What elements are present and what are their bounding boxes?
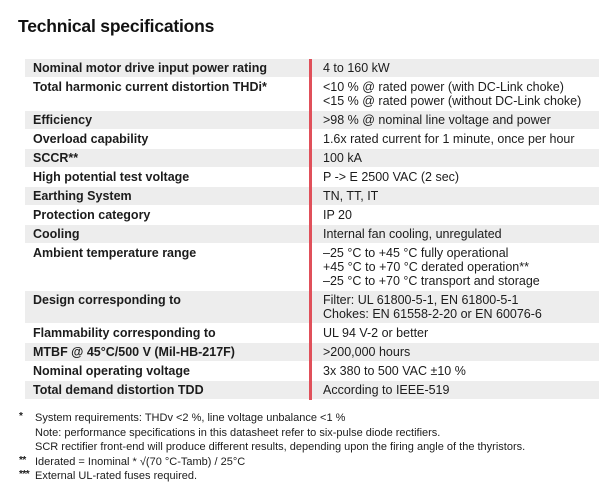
row-label: Efficiency bbox=[33, 113, 93, 127]
row-value bbox=[309, 225, 599, 243]
value-line: –25 °C to +70 °C transport and storage bbox=[323, 274, 540, 288]
value-line: 1.6x rated current for 1 minute, once per hour bbox=[323, 132, 575, 146]
footnote-line: SCR rectifier front-end will produce different results, depending upon the firing angle of the thyristors. bbox=[35, 441, 526, 453]
value-line: 100 kA bbox=[323, 151, 362, 165]
footnote bbox=[19, 469, 599, 484]
footnote-text bbox=[35, 411, 599, 455]
table-row bbox=[25, 244, 599, 291]
footnote-text bbox=[35, 455, 599, 470]
row-label: Earthing System bbox=[33, 189, 132, 203]
footnote bbox=[19, 411, 599, 455]
row-value bbox=[309, 59, 599, 77]
row-label: Total demand distortion TDD bbox=[33, 383, 204, 397]
footnote-line: External UL-rated fuses required. bbox=[35, 470, 198, 482]
table-row bbox=[25, 149, 599, 168]
table-row bbox=[25, 130, 599, 149]
table-row bbox=[25, 168, 599, 187]
row-value bbox=[309, 149, 599, 167]
row-value bbox=[309, 324, 599, 342]
value-line: Chokes: EN 61558-2-20 or EN 60076-6 bbox=[323, 307, 542, 321]
table-row bbox=[25, 343, 599, 362]
table-row bbox=[25, 78, 599, 111]
table-row bbox=[25, 381, 599, 400]
row-label: Nominal operating voltage bbox=[33, 364, 190, 378]
value-line: 3x 380 to 500 VAC ±10 % bbox=[323, 364, 466, 378]
value-line: >200,000 hours bbox=[323, 345, 411, 359]
value-line: –25 °C to +45 °C fully operational bbox=[323, 246, 509, 260]
row-value bbox=[309, 206, 599, 224]
row-label: Protection category bbox=[33, 208, 151, 222]
value-line: P -> E 2500 VAC (2 sec) bbox=[323, 170, 460, 184]
value-line: Internal fan cooling, unregulated bbox=[323, 227, 502, 241]
row-value bbox=[309, 291, 599, 323]
value-line: IP 20 bbox=[323, 208, 352, 222]
footnote-marker: *** bbox=[19, 469, 30, 480]
row-value bbox=[309, 111, 599, 129]
value-line: +45 °C to +70 °C derated operation** bbox=[323, 260, 529, 274]
table-row bbox=[25, 291, 599, 324]
footnote-text bbox=[35, 469, 599, 484]
table-row bbox=[25, 225, 599, 244]
footnote-line: Note: performance specifications in this datasheet refer to six-pulse diode rectifiers. bbox=[35, 426, 441, 439]
row-label: Total harmonic current distortion THDi* bbox=[33, 80, 267, 94]
row-label: High potential test voltage bbox=[33, 170, 190, 184]
spec-table bbox=[25, 59, 599, 400]
row-label: SCCR** bbox=[33, 151, 79, 165]
row-value bbox=[309, 362, 599, 380]
row-value bbox=[309, 187, 599, 205]
table-row bbox=[25, 187, 599, 206]
value-line: 4 to 160 kW bbox=[323, 61, 390, 75]
footnote-marker: * bbox=[19, 411, 23, 422]
row-label: Cooling bbox=[33, 227, 80, 241]
table-row bbox=[25, 324, 599, 343]
row-value bbox=[309, 168, 599, 186]
value-line: >98 % @ nominal line voltage and power bbox=[323, 113, 551, 127]
value-line: <15 % @ rated power (without DC-Link choke) bbox=[323, 94, 582, 108]
column-divider-line bbox=[309, 59, 312, 400]
footnotes bbox=[19, 411, 599, 484]
value-line: TN, TT, IT bbox=[323, 189, 379, 203]
table-row bbox=[25, 362, 599, 381]
footnote-line: Iderated = Inominal * √(70 °C-Tamb) / 25°C bbox=[35, 455, 246, 468]
value-line: <10 % @ rated power (with DC-Link choke) bbox=[323, 80, 564, 94]
row-value bbox=[309, 244, 599, 290]
row-label: Nominal motor drive input power rating bbox=[33, 61, 268, 75]
table-row bbox=[25, 111, 599, 130]
table-row bbox=[25, 206, 599, 225]
value-line: Filter: UL 61800-5-1, EN 61800-5-1 bbox=[323, 293, 519, 307]
row-value bbox=[309, 130, 599, 148]
row-value bbox=[309, 381, 599, 399]
row-label: Design corresponding to bbox=[33, 293, 181, 307]
page-title: Technical specifications bbox=[18, 16, 215, 36]
row-label: Flammability corresponding to bbox=[33, 326, 216, 340]
footnote bbox=[19, 455, 599, 470]
value-line: According to IEEE-519 bbox=[323, 383, 450, 397]
row-label: Overload capability bbox=[33, 132, 149, 146]
table-row bbox=[25, 59, 599, 78]
row-value bbox=[309, 78, 599, 110]
row-label: MTBF @ 45°C/500 V (Mil-HB-217F) bbox=[33, 345, 235, 359]
row-value bbox=[309, 343, 599, 361]
footnote-line: System requirements: THDv <2 %, line voltage unbalance <1 % bbox=[35, 412, 346, 424]
footnote-marker: ** bbox=[19, 454, 26, 466]
row-label: Ambient temperature range bbox=[33, 246, 197, 260]
value-line: UL 94 V-2 or better bbox=[323, 326, 429, 340]
